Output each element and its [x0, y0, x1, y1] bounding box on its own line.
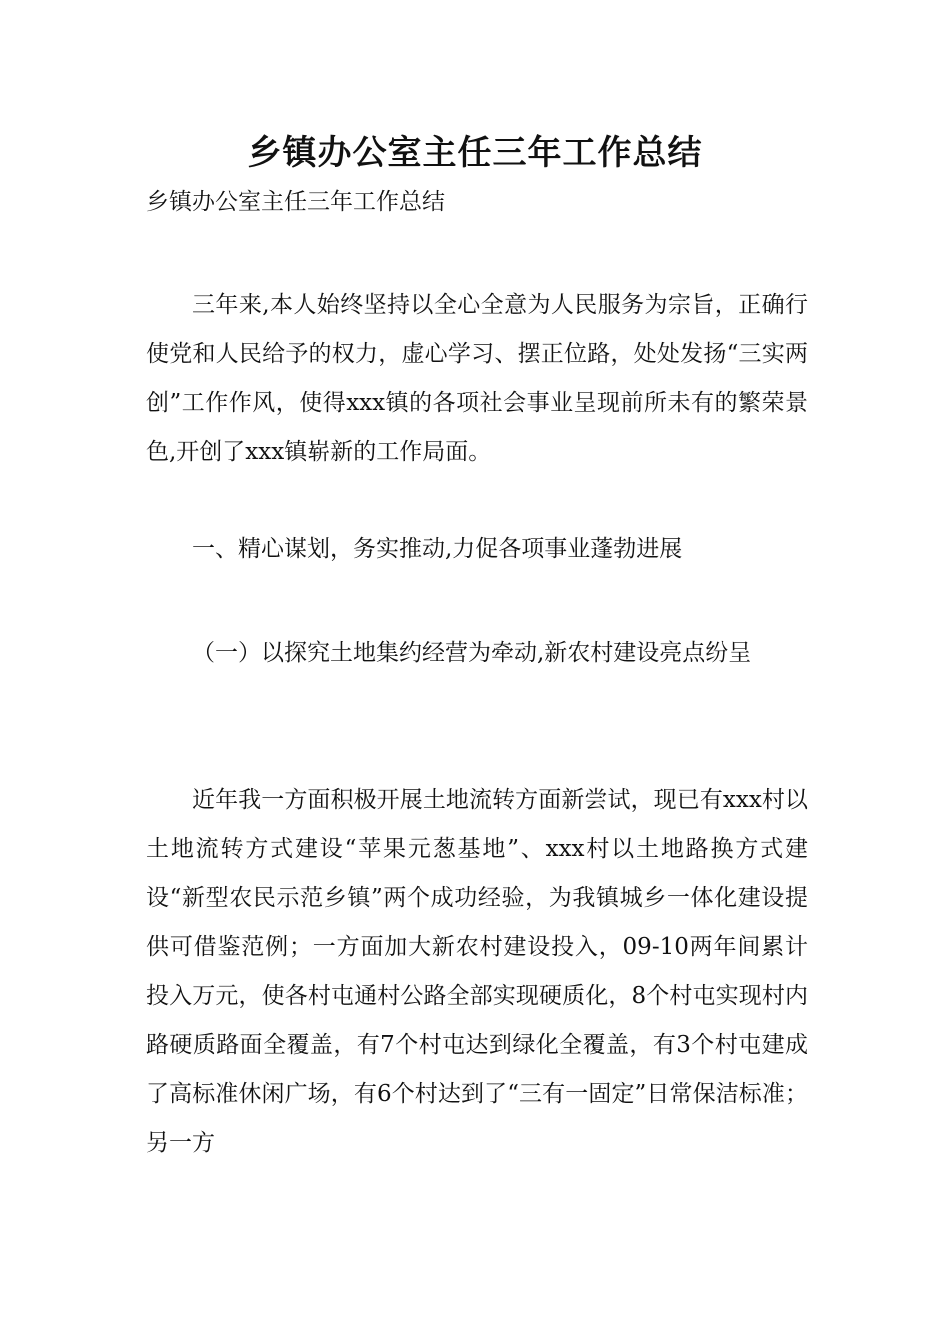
body-paragraph: 近年我一方面积极开展土地流转方面新尝试，现已有xxx村以土地流转方式建设“苹果元葱基地”、xxx村以土地路换方式建设“新型农民示范乡镇”两个成功经验，为我镇城乡一体化建设提供可借鉴范例；一方面加大新农村建设投入，09-10两年间累计投入万元，使各村屯通村公路全部实现硬质化，8个村屯实现村内路硬质路面全覆盖，有7个村屯达到绿化全覆盖，有3个村屯建成了高标准休闲广场，有6个村达到了“三有一固定”日常保洁标准；另一方 — [146, 787, 808, 1156]
section-heading-1: 一、精心谋划，务实推动,力促各项事业蓬勃进展 — [192, 536, 683, 562]
document-subtitle: 乡镇办公室主任三年工作总结 — [146, 189, 445, 215]
subsection-heading-1: （一）以探究土地集约经营为牵动,新农村建设亮点纷呈 — [192, 640, 752, 666]
document-title: 乡镇办公室主任三年工作总结 — [247, 133, 703, 173]
intro-paragraph: 三年来,本人始终坚持以全心全意为人民服务为宗旨，正确行使党和人民给予的权力，虚心学习、摆正位路，处处发扬“三实两创”工作作风，使得xxx镇的各项社会事业呈现前所未有的繁荣景色,开创了xxx镇崭新的工作局面。 — [146, 292, 808, 465]
